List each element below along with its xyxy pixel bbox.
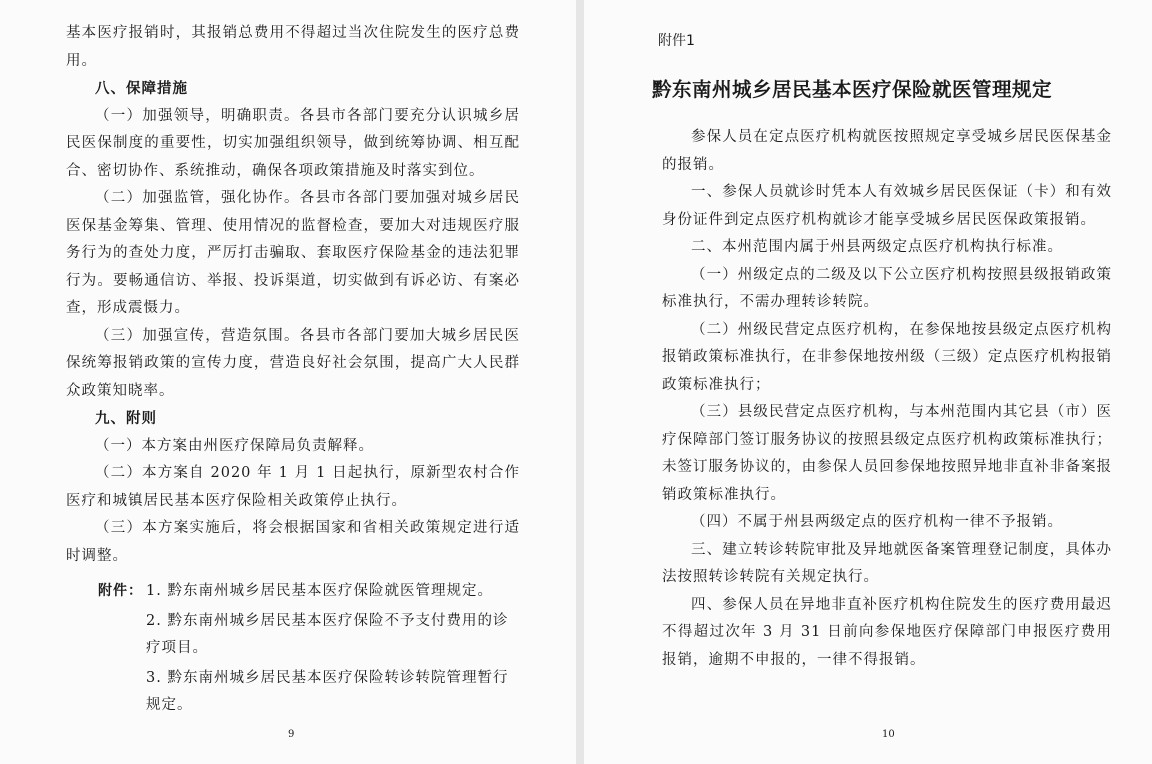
annex-label: 附件1 bbox=[658, 33, 695, 49]
attachment-item: 3. 黔东南州城乡居民基本医疗保险转诊转院管理暂行规定。 bbox=[146, 669, 509, 713]
paragraph: （三）加强宣传，营造氛围。各县市各部门要加大城乡居民医保统筹报销政策的宣传力度，营造良好社会氛围，提高广大人民群众政策知晓率。 bbox=[66, 327, 520, 399]
attachments-label: 附件： bbox=[98, 583, 143, 599]
paragraph: 基本医疗报销时，其报销总费用不得超过当次住院发生的医疗总费用。 bbox=[66, 25, 520, 69]
paragraph: （二）加强监管，强化协作。各县市各部门要加强对城乡居民医保基金筹集、管理、使用情况的监督检查，要加大对违规医疗服务行为的查处力度，严厉打击骗取、套取医疗保险基金的违法犯罪行为。要畅通信访、举报、投诉渠道，切实做到有诉必访、有案必查，形成震慑力。 bbox=[66, 190, 520, 316]
paragraph: 三、建立转诊转院审批及异地就医备案管理登记制度，具体办法按照转诊转院有关规定执行。 bbox=[662, 541, 1112, 585]
paragraph: （二）州级民营定点医疗机构，在参保地按县级定点医疗机构报销政策标准执行，在非参保地按州级（三级）定点医疗机构报销政策标准执行； bbox=[662, 321, 1112, 393]
document-title: 黔东南州城乡居民基本医疗保险就医管理规定 bbox=[652, 78, 1053, 101]
page-number-right: 10 bbox=[882, 729, 895, 740]
paragraph: （三）本方案实施后，将会根据国家和省相关政策规定进行适时调整。 bbox=[66, 520, 520, 564]
paragraph: （二）本方案自 2020 年 1 月 1 日起执行，原新型农村合作医疗和城镇居民基本医疗保险相关政策停止执行。 bbox=[66, 465, 520, 509]
section-heading: 九、附则 bbox=[95, 410, 157, 427]
paragraph: 四、参保人员在异地非直补医疗机构住院发生的医疗费用最迟不得超过次年 3 月 31 日前向参保地医疗保障部门申报医疗费用报销，逾期不申报的，一律不得报销。 bbox=[662, 596, 1112, 668]
page-gutter bbox=[576, 0, 584, 764]
attachment-item: 1. 黔东南州城乡居民基本医疗保险就医管理规定。 bbox=[146, 583, 493, 599]
right-page bbox=[584, 0, 1152, 764]
attachments-block bbox=[66, 578, 520, 720]
paragraph: 参保人员在定点医疗机构就医按照规定享受城乡居民医保基金的报销。 bbox=[662, 129, 1112, 173]
attachment-item: 2. 黔东南州城乡居民基本医疗保险不予支付费用的诊疗项目。 bbox=[146, 612, 509, 656]
left-page-body bbox=[66, 20, 520, 570]
paragraph: 二、本州范围内属于州县两级定点医疗机构执行标准。 bbox=[691, 239, 1063, 255]
section-heading: 八、保障措施 bbox=[95, 80, 188, 97]
paragraph: （一）州级定点的二级及以下公立医疗机构按照县级报销政策标准执行，不需办理转诊转院。 bbox=[662, 266, 1112, 310]
right-page-body bbox=[662, 124, 1112, 674]
paragraph: （三）县级民营定点医疗机构，与本州范围内其它县（市）医疗保障部门签订服务协议的按照县级定点医疗机构政策标准执行；未签订服务协议的，由参保人员回参保地按照异地非直补非备案报销政策标准执行。 bbox=[662, 404, 1112, 503]
paragraph: 一、参保人员就诊时凭本人有效城乡居民医保证（卡）和有效身份证件到定点医疗机构就诊才能享受城乡居民医保政策报销。 bbox=[662, 184, 1112, 228]
paragraph: （一）加强领导，明确职责。各县市各部门要充分认识城乡居民医保制度的重要性，切实加强组织领导，做到统筹协调、相互配合、密切协作、系统推动，确保各项政策措施及时落实到位。 bbox=[66, 107, 520, 179]
attachments-list bbox=[146, 578, 520, 720]
paragraph: （四）不属于州县两级定点的医疗机构一律不予报销。 bbox=[691, 514, 1063, 530]
page-number-left: 9 bbox=[288, 729, 295, 740]
paragraph: （一）本方案由州医疗保障局负责解释。 bbox=[95, 437, 374, 454]
